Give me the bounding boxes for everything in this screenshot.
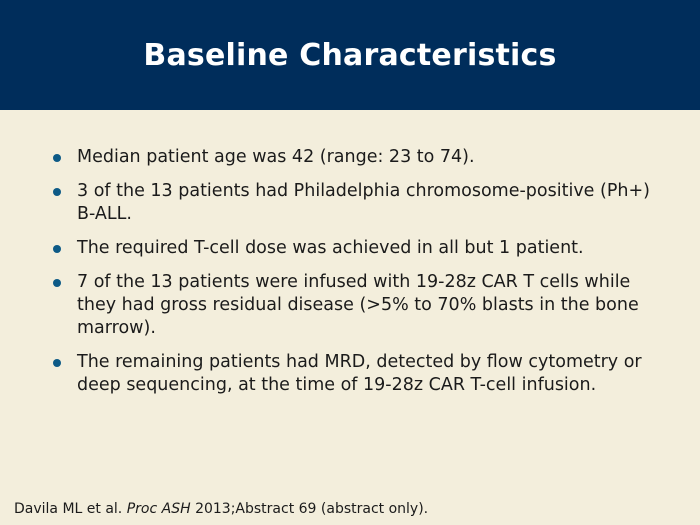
bullet-item (50, 271, 660, 340)
bullet-dot-icon (53, 245, 61, 253)
bullet-dot-icon (53, 188, 61, 196)
slide-title: Baseline Characteristics (143, 38, 557, 73)
bullet-item (50, 180, 660, 226)
bullet-dot-icon (53, 359, 61, 367)
bullet-text: 3 of the 13 patients had Philadelphia chromosome-positive (Ph+) B-ALL. (77, 181, 650, 224)
bullet-dot-icon (53, 154, 61, 162)
bullet-text: 7 of the 13 patients were infused with 19-28z CAR T cells while they had gross residual disease (>5% to 70% blasts in the bone marrow). (77, 272, 639, 338)
citation-details: 2013;Abstract 69 (abstract only). (190, 501, 429, 517)
bullet-text: The remaining patients had MRD, detected by flow cytometry or deep sequencing, at the time of 19-28z CAR T-cell infusion. (77, 352, 642, 395)
citation (14, 500, 428, 518)
citation-authors: Davila ML et al. (14, 501, 127, 517)
title-banner (0, 0, 700, 110)
bullet-item (50, 237, 660, 260)
bullet-list (50, 146, 660, 408)
bullet-dot-icon (53, 279, 61, 287)
bullet-item (50, 351, 660, 397)
citation-journal: Proc ASH (126, 501, 191, 517)
bullet-text: Median patient age was 42 (range: 23 to 74). (77, 147, 475, 167)
bullet-item (50, 146, 660, 169)
bullet-text: The required T-cell dose was achieved in all but 1 patient. (77, 238, 584, 258)
